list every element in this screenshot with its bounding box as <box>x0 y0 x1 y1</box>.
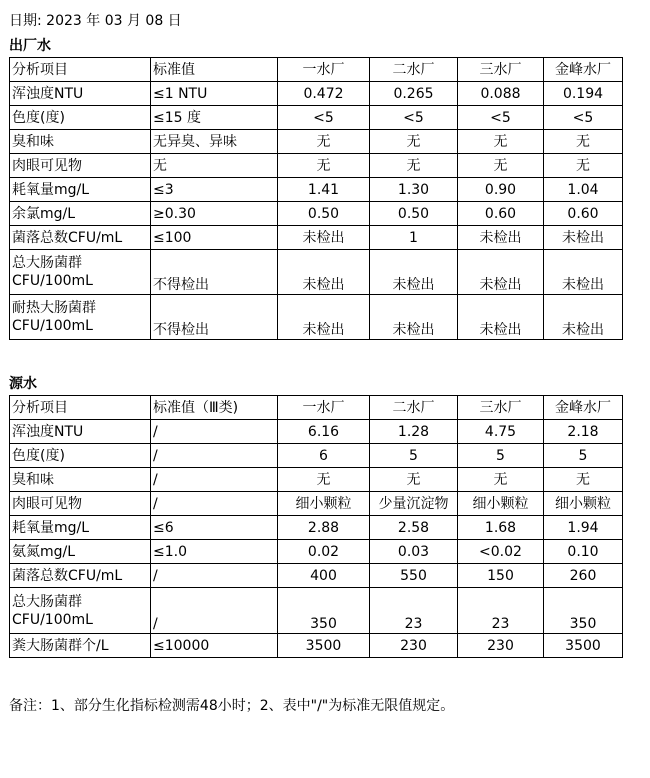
table-row <box>10 202 623 226</box>
plant-value: 0.265 <box>370 82 458 106</box>
column-header: 一水厂 <box>278 58 370 82</box>
plant-value: 少量沉淀物 <box>370 492 458 516</box>
plant-value: 5 <box>370 444 458 468</box>
plant-value: 1.41 <box>278 178 370 202</box>
row-item-label <box>10 178 151 202</box>
plant-value: 350 <box>278 588 370 634</box>
row-item-label <box>10 250 151 295</box>
plant-value: 未检出 <box>458 250 544 295</box>
plant-value: 3500 <box>544 634 623 658</box>
plant-value: 0.472 <box>278 82 370 106</box>
plant-value: 无 <box>544 468 623 492</box>
plant-value: 无 <box>278 130 370 154</box>
table-row <box>10 634 623 658</box>
plant-value: 无 <box>370 468 458 492</box>
item-label-line: CFU/100mL <box>12 273 93 289</box>
table-row <box>10 444 623 468</box>
plant-value: <5 <box>458 106 544 130</box>
column-header: 分析项目 <box>10 396 151 420</box>
item-label-line: 总大肠菌群 <box>12 255 82 271</box>
report-date <box>9 10 182 30</box>
plant-value: 2.58 <box>370 516 458 540</box>
row-item-label <box>10 444 151 468</box>
plant-value: 未检出 <box>278 226 370 250</box>
treated-water-table <box>9 57 623 340</box>
table-row <box>10 226 623 250</box>
plant-value: 260 <box>544 564 623 588</box>
table-row <box>10 295 623 340</box>
table-row <box>10 178 623 202</box>
plant-value: 0.60 <box>544 202 623 226</box>
item-label-line: 肉眼可见物 <box>12 157 82 174</box>
standard-value: ≤1.0 <box>151 540 278 564</box>
plant-value: 无 <box>458 130 544 154</box>
plant-value: 未检出 <box>278 250 370 295</box>
item-label-line: 色度(度) <box>12 447 65 464</box>
plant-value: 无 <box>370 130 458 154</box>
standard-value: ≤1 NTU <box>151 82 278 106</box>
plant-value: 细小颗粒 <box>278 492 370 516</box>
footnote: 备注：1、部分生化指标检测需48小时；2、表中"/"为标准无限值规定。 <box>9 698 455 714</box>
item-label-line: 浑浊度NTU <box>12 423 84 440</box>
row-item-label <box>10 516 151 540</box>
plant-value: <5 <box>544 106 623 130</box>
table-row <box>10 468 623 492</box>
item-label-line: 余氯mg/L <box>12 205 76 222</box>
standard-value: ≥0.30 <box>151 202 278 226</box>
table-row <box>10 130 623 154</box>
item-label-line: 色度(度) <box>12 109 65 126</box>
table-header-row <box>10 58 623 82</box>
row-item-label <box>10 420 151 444</box>
plant-value: 无 <box>458 468 544 492</box>
row-item-label <box>10 226 151 250</box>
table-row <box>10 154 623 178</box>
plant-value: 0.03 <box>370 540 458 564</box>
row-item-label <box>10 154 151 178</box>
item-label-line: 肉眼可见物 <box>12 495 82 512</box>
row-item-label <box>10 588 151 634</box>
plant-value: 1.30 <box>370 178 458 202</box>
item-label-line: 耐热大肠菌群 <box>12 300 96 316</box>
column-header: 三水厂 <box>458 58 544 82</box>
source-water-heading: 源水 <box>9 376 37 392</box>
plant-value: 550 <box>370 564 458 588</box>
standard-value: ≤15 度 <box>151 106 278 130</box>
column-header: 标准值 <box>151 58 278 82</box>
row-item-label <box>10 564 151 588</box>
plant-value: 0.60 <box>458 202 544 226</box>
plant-value: 无 <box>278 154 370 178</box>
item-label-line: 臭和味 <box>12 133 54 150</box>
column-header: 三水厂 <box>458 396 544 420</box>
plant-value: 150 <box>458 564 544 588</box>
plant-value: 23 <box>370 588 458 634</box>
plant-value: 未检出 <box>458 226 544 250</box>
plant-value: 3500 <box>278 634 370 658</box>
table-row <box>10 492 623 516</box>
row-item-label <box>10 130 151 154</box>
column-header: 二水厂 <box>370 396 458 420</box>
item-label-line: 耗氧量mg/L <box>12 181 90 198</box>
plant-value: 230 <box>458 634 544 658</box>
item-label-line: CFU/100mL <box>12 611 93 628</box>
plant-value: 无 <box>278 468 370 492</box>
plant-value: 4.75 <box>458 420 544 444</box>
item-label-line: CFU/100mL <box>12 318 93 334</box>
plant-value: <0.02 <box>458 540 544 564</box>
plant-value: 未检出 <box>458 295 544 340</box>
standard-value: / <box>151 420 278 444</box>
plant-value: 未检出 <box>370 250 458 295</box>
plant-value: <5 <box>370 106 458 130</box>
row-item-label <box>10 202 151 226</box>
plant-value: 未检出 <box>278 295 370 340</box>
plant-value: 23 <box>458 588 544 634</box>
column-header: 一水厂 <box>278 396 370 420</box>
table-header-row <box>10 396 623 420</box>
standard-value: 不得检出 <box>151 250 278 295</box>
item-label-line: 耗氧量mg/L <box>12 519 90 536</box>
column-header: 二水厂 <box>370 58 458 82</box>
date-value: 2023 年 03 月 08 日 <box>46 13 182 29</box>
plant-value: 350 <box>544 588 623 634</box>
table-row <box>10 516 623 540</box>
item-label-line: 氨氮mg/L <box>12 543 76 560</box>
table-row <box>10 588 623 634</box>
plant-value: 5 <box>458 444 544 468</box>
plant-value: 2.18 <box>544 420 623 444</box>
standard-value: / <box>151 492 278 516</box>
plant-value: 6 <box>278 444 370 468</box>
table-row <box>10 250 623 295</box>
plant-value: <5 <box>278 106 370 130</box>
standard-value: / <box>151 444 278 468</box>
row-item-label <box>10 492 151 516</box>
standard-value: / <box>151 468 278 492</box>
standard-value: ≤6 <box>151 516 278 540</box>
column-header: 分析项目 <box>10 58 151 82</box>
table-row <box>10 540 623 564</box>
standard-value: / <box>151 588 278 634</box>
standard-value: ≤100 <box>151 226 278 250</box>
standard-value: ≤10000 <box>151 634 278 658</box>
standard-value: 无 <box>151 154 278 178</box>
table-row <box>10 420 623 444</box>
plant-value: 1.04 <box>544 178 623 202</box>
column-header: 金峰水厂 <box>544 396 623 420</box>
plant-value: 细小颗粒 <box>544 492 623 516</box>
plant-value: 1.94 <box>544 516 623 540</box>
plant-value: 0.90 <box>458 178 544 202</box>
table-row <box>10 106 623 130</box>
plant-value: 400 <box>278 564 370 588</box>
item-label-line: 粪大肠菌群个/L <box>12 637 109 654</box>
item-label-line: 浑浊度NTU <box>12 85 84 102</box>
plant-value: 0.50 <box>370 202 458 226</box>
standard-value: 无异臭、异味 <box>151 130 278 154</box>
item-label-line: 菌落总数CFU/mL <box>12 229 123 246</box>
plant-value: 2.88 <box>278 516 370 540</box>
plant-value: 未检出 <box>544 250 623 295</box>
plant-value: 0.50 <box>278 202 370 226</box>
plant-value: 0.194 <box>544 82 623 106</box>
plant-value: 无 <box>544 154 623 178</box>
row-item-label <box>10 468 151 492</box>
plant-value: 0.088 <box>458 82 544 106</box>
column-header: 标准值（Ⅲ类) <box>151 396 278 420</box>
item-label-line: 菌落总数CFU/mL <box>12 567 123 584</box>
plant-value: 细小颗粒 <box>458 492 544 516</box>
plant-value: 230 <box>370 634 458 658</box>
plant-value: 0.02 <box>278 540 370 564</box>
plant-value: 1 <box>370 226 458 250</box>
plant-value: 未检出 <box>544 226 623 250</box>
item-label-line: 臭和味 <box>12 471 54 488</box>
table-row <box>10 564 623 588</box>
plant-value: 未检出 <box>544 295 623 340</box>
treated-water-heading: 出厂水 <box>9 38 51 54</box>
plant-value: 1.28 <box>370 420 458 444</box>
row-item-label <box>10 540 151 564</box>
plant-value: 无 <box>458 154 544 178</box>
standard-value: 不得检出 <box>151 295 278 340</box>
row-item-label <box>10 82 151 106</box>
plant-value: 未检出 <box>370 295 458 340</box>
source-water-table <box>9 395 623 658</box>
plant-value: 5 <box>544 444 623 468</box>
table-row <box>10 82 623 106</box>
plant-value: 6.16 <box>278 420 370 444</box>
column-header: 金峰水厂 <box>544 58 623 82</box>
item-label-line: 总大肠菌群 <box>12 593 82 610</box>
standard-value: / <box>151 564 278 588</box>
plant-value: 无 <box>544 130 623 154</box>
plant-value: 1.68 <box>458 516 544 540</box>
plant-value: 0.10 <box>544 540 623 564</box>
row-item-label <box>10 295 151 340</box>
date-label: 日期: <box>9 13 42 29</box>
plant-value: 无 <box>370 154 458 178</box>
standard-value: ≤3 <box>151 178 278 202</box>
row-item-label <box>10 634 151 658</box>
row-item-label <box>10 106 151 130</box>
